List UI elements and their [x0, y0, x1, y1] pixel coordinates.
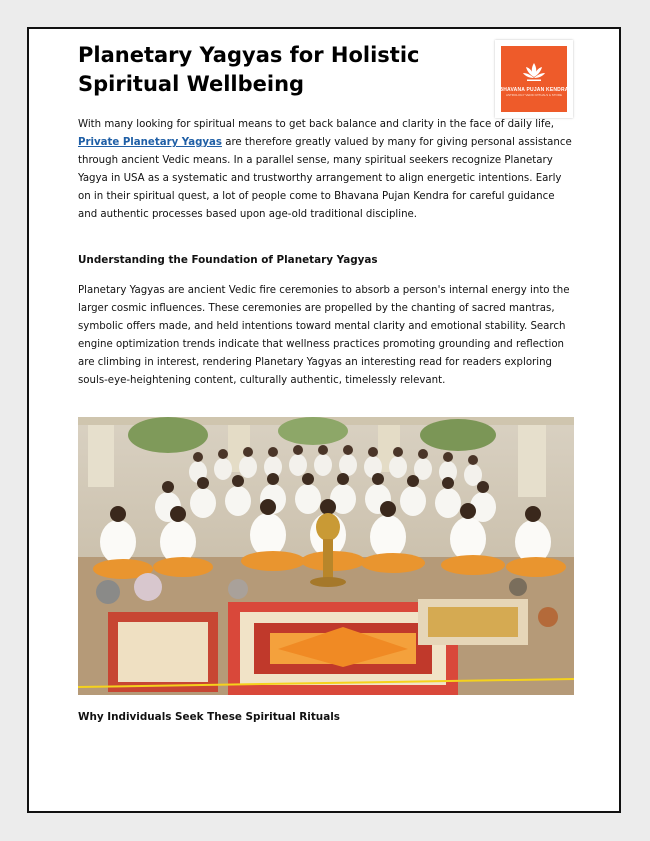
lotus-icon [522, 61, 546, 83]
page-title: Planetary Yagyas for Holistic Spiritual Wellbeing [78, 43, 420, 96]
brand-logo [495, 40, 573, 118]
why-heading: Why Individuals Seek These Spiritual Rituals [78, 711, 340, 723]
logo-badge [501, 46, 567, 112]
yagya-ceremony-photo [78, 417, 574, 695]
document-page [27, 27, 621, 813]
intro-paragraph [78, 116, 574, 224]
logo-name: BHAVANA PUJAN KENDRA [499, 87, 569, 93]
intro-text-end: are therefore greatly valued by many for giving personal assistance through ancient Vedic means. In a parallel sense, many spiritual seekers recognize Planetary Yagya in USA as a systematic and trustworthy arrangement to align energetic intentions. Early on in their spiritual quest, a lot of people come to Bhavana Pujan Kendra for careful guidance and authentic processes based upon age-old traditional discipline. [78, 137, 572, 220]
logo-tagline: ASTROLOGY VEDIC RITUALS & STORE [505, 93, 563, 97]
foundation-paragraph: Planetary Yagyas are ancient Vedic fire ceremonies to absorb a person's internal energy into the larger cosmic influences. These ceremonies are propelled by the chanting of sacred mantras, symbolic offers made, and held intentions toward mental clarity and emotional stability. Search engine optimization trends indicate that wellness practices promoting grounding and reflection are climbing in interest, rendering Planetary Yagyas an interesting read for readers exploring souls-eye-heightening content, culturally authentic, timelessly relevant. [78, 285, 570, 386]
ceremony-illustration [78, 417, 574, 695]
foundation-heading: Understanding the Foundation of Planetary Yagyas [78, 254, 378, 266]
private-planetary-yagyas-link[interactable]: Private Planetary Yagyas [78, 137, 222, 148]
intro-text-start: With many looking for spiritual means to get back balance and clarity in the face of daily life, [78, 119, 554, 130]
